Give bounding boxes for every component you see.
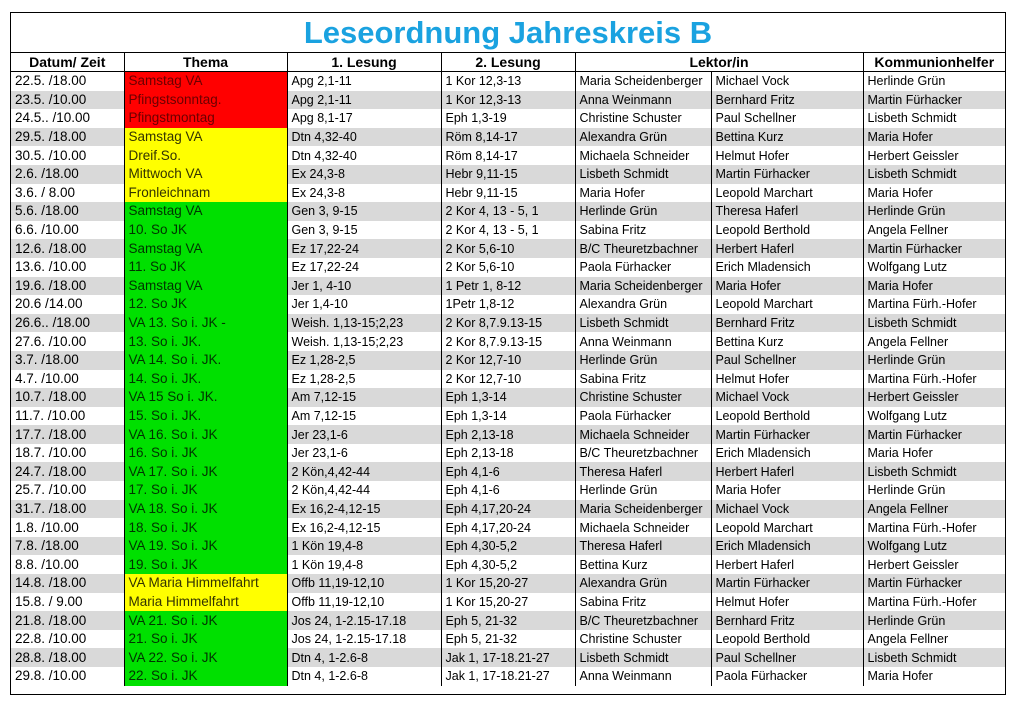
row-lesung-1: Jer 1,4-10	[287, 295, 441, 314]
row-lektor-1: Christine Schuster	[575, 388, 711, 407]
row-lektor-2: Erich Mladensich	[711, 258, 863, 277]
row-lesung-2: 1 Kor 15,20-27	[441, 574, 575, 593]
row-lektor-2: Herbert Haferl	[711, 462, 863, 481]
row-lesung-1: Ex 24,3-8	[287, 165, 441, 184]
row-lektor-1: Anna Weinmann	[575, 667, 711, 686]
row-lesung-2: Hebr 9,11-15	[441, 165, 575, 184]
header-thema: Thema	[124, 53, 287, 72]
row-lesung-1: Ez 17,22-24	[287, 258, 441, 277]
table-row	[11, 370, 1005, 389]
row-lektor-2: Bettina Kurz	[711, 332, 863, 351]
row-lektor-1: Bettina Kurz	[575, 555, 711, 574]
row-lesung-2: 1 Kor 12,3-13	[441, 72, 575, 91]
row-kommunionhelfer: Angela Fellner	[867, 223, 949, 238]
row-lektor-1: Christine Schuster	[575, 109, 711, 128]
row-lesung-2: Eph 4,30-5,2	[441, 537, 575, 556]
row-date: 4.7. /10.00	[11, 370, 124, 389]
row-lesung-1: Ex 16,2-4,12-15	[287, 500, 441, 519]
table-row	[11, 91, 1005, 110]
row-thema: 19. So i. JK	[124, 555, 287, 574]
row-thema: VA 17. So i. JK	[124, 462, 287, 481]
table-row	[11, 146, 1005, 165]
row-thema: Maria Himmelfahrt	[124, 593, 287, 612]
table-row	[11, 574, 1005, 593]
row-kommunionhelfer: Martin Fürhacker	[863, 239, 1005, 258]
row-thema: VA 22. So i. JK	[124, 648, 287, 667]
row-thema: 13. So i. JK.	[124, 332, 287, 351]
row-thema: VA Maria Himmelfahrt	[124, 574, 287, 593]
row-lesung-1: Jer 23,1-6	[287, 444, 441, 463]
row-kommunionhelfer: Lisbeth Schmidt	[863, 314, 1005, 333]
row-lesung-2: 1 Petr 1, 8-12	[441, 277, 575, 296]
table-row	[11, 462, 1005, 481]
row-lektor-1: B/C Theuretzbachner	[575, 444, 711, 463]
row-lesung-1: Apg 2,1-11	[287, 91, 441, 110]
row-thema: VA 14. So i. JK.	[124, 351, 287, 370]
row-lektor-2: Bernhard Fritz	[711, 314, 863, 333]
row-lektor-2: Bernhard Fritz	[711, 91, 863, 110]
row-lektor-2: Paul Schellner	[711, 648, 863, 667]
row-lesung-2: Eph 1,3-14	[441, 407, 575, 426]
row-lektor-2: Paul Schellner	[711, 351, 863, 370]
row-lektor-2: Martin Fürhacker	[711, 425, 863, 444]
row-lesung-2: 1 Kor 12,3-13	[441, 91, 575, 110]
row-kommunionhelfer: Wolfgang Lutz	[863, 537, 1005, 556]
row-lektor-2: Paul Schellner	[711, 109, 863, 128]
row-lesung-2: 2 Kor 4, 13 - 5, 1	[441, 202, 575, 221]
row-date: 8.8. /10.00	[11, 555, 124, 574]
header-datum: Datum/ Zeit	[11, 53, 124, 72]
row-thema: 10. So JK	[124, 221, 287, 240]
row-lektor-1: Lisbeth Schmidt	[575, 314, 711, 333]
row-lesung-1: Jos 24, 1-2.15-17.18	[287, 630, 441, 649]
row-lektor-2: Helmut Hofer	[711, 146, 863, 165]
row-lesung-1: Ez 1,28-2,5	[287, 370, 441, 389]
row-lektor-2: Leopold Berthold	[711, 407, 863, 426]
table-row	[11, 351, 1005, 370]
table-row	[11, 109, 1005, 128]
row-lektor-1: Michaela Schneider	[575, 146, 711, 165]
table-row	[11, 537, 1005, 556]
row-date: 29.8. /10.00	[11, 667, 124, 686]
row-thema: 14. So i. JK.	[124, 370, 287, 389]
row-kommunionhelfer: Herlinde Grün	[867, 74, 946, 89]
row-lesung-2: Eph 1,3-14	[441, 388, 575, 407]
row-lesung-2: Eph 5, 21-32	[441, 630, 575, 649]
page-title: Leseordnung Jahreskreis B	[11, 13, 1005, 53]
row-lesung-1: Am 7,12-15	[287, 388, 441, 407]
row-thema: 15. So i. JK.	[124, 407, 287, 426]
row-lektor-1: Alexandra Grün	[575, 295, 711, 314]
row-thema: 16. So i. JK	[124, 444, 287, 463]
row-thema: Pfingstmontag	[124, 109, 287, 128]
row-thema: Pfingstsonntag.	[124, 91, 287, 110]
row-thema: VA 16. So i. JK	[124, 425, 287, 444]
row-lesung-1: Dtn 4,32-40	[287, 128, 441, 147]
row-date: 18.7. /10.00	[11, 444, 124, 463]
row-lesung-1: Am 7,12-15	[287, 407, 441, 426]
row-lektor-1: Alexandra Grün	[575, 574, 711, 593]
row-lesung-2: 2 Kor 5,6-10	[441, 239, 575, 258]
row-kommunionhelfer: Lisbeth Schmidt	[863, 165, 1005, 184]
row-lektor-1: Sabina Fritz	[575, 370, 711, 389]
row-lesung-2: Röm 8,14-17	[441, 128, 575, 147]
header-kommunionhelfer: Kommunionhelfer	[863, 53, 1005, 72]
row-thema: Samstag VA	[124, 202, 287, 221]
row-lesung-2: Hebr 9,11-15	[441, 184, 575, 203]
row-thema: Fronleichnam	[124, 184, 287, 203]
row-lektor-2: Bernhard Fritz	[711, 611, 863, 630]
header-lesung-2: 2. Lesung	[441, 53, 575, 72]
table-row	[11, 295, 1005, 314]
row-date: 25.7. /10.00	[11, 481, 124, 500]
row-thema: 17. So i. JK	[124, 481, 287, 500]
table-row	[11, 239, 1005, 258]
row-date: 10.7. /18.00	[11, 388, 124, 407]
table-row	[11, 388, 1005, 407]
row-lesung-1: Jer 1, 4-10	[287, 277, 441, 296]
row-lesung-2: 2 Kor 8,7.9.13-15	[441, 314, 575, 333]
row-date: 31.7. /18.00	[11, 500, 124, 519]
row-kommunionhelfer: Martina Fürh.-Hofer	[867, 297, 977, 312]
row-lektor-2: Erich Mladensich	[711, 444, 863, 463]
table-row	[11, 667, 1005, 686]
row-lektor-2: Michael Vock	[711, 72, 863, 91]
row-lesung-1: Apg 8,1-17	[287, 109, 441, 128]
row-kommunionhelfer: Martin Fürhacker	[863, 425, 1005, 444]
row-lektor-2: Bettina Kurz	[711, 128, 863, 147]
row-kommunionhelfer: Angela Fellner	[863, 500, 1005, 519]
row-date: 7.8. /18.00	[11, 537, 124, 556]
row-date: 21.8. /18.00	[11, 611, 124, 630]
row-thema: Samstag VA	[124, 277, 287, 296]
row-lektor-2: Martin Fürhacker	[711, 574, 863, 593]
row-lektor-2: Maria Hofer	[711, 481, 863, 500]
table-row	[11, 611, 1005, 630]
row-thema: VA 18. So i. JK	[124, 500, 287, 519]
header-lesung-1: 1. Lesung	[287, 53, 441, 72]
row-lesung-1: 2 Kön,4,42-44	[287, 481, 441, 500]
row-date: 24.5.. /10.00	[11, 109, 124, 128]
row-lesung-1: Jos 24, 1-2.15-17.18	[287, 611, 441, 630]
table-row	[11, 165, 1005, 184]
row-thema: 11. So JK	[124, 258, 287, 277]
row-lektor-2: Helmut Hofer	[711, 593, 863, 612]
row-lesung-2: Eph 4,17,20-24	[441, 518, 575, 537]
row-lektor-1: Maria Hofer	[575, 184, 711, 203]
row-lektor-1: Maria Scheidenberger	[575, 72, 711, 91]
row-kommunionhelfer: Maria Hofer	[867, 185, 933, 200]
row-lektor-2: Leopold Berthold	[711, 221, 863, 240]
row-thema: Mittwoch VA	[124, 165, 287, 184]
row-lektor-1: Michaela Schneider	[575, 518, 711, 537]
table-row	[11, 555, 1005, 574]
row-lesung-1: Ex 24,3-8	[287, 184, 441, 203]
row-lektor-2: Helmut Hofer	[711, 370, 863, 389]
row-lesung-2: Jak 1, 17-18.21-27	[441, 648, 575, 667]
table-row	[11, 277, 1005, 296]
row-lesung-1: Ex 16,2-4,12-15	[287, 518, 441, 537]
row-thema: Samstag VA	[124, 128, 287, 147]
table-row	[11, 407, 1005, 426]
row-kommunionhelfer: Maria Hofer	[867, 669, 933, 684]
table-row	[11, 500, 1005, 519]
row-kommunionhelfer: Martin Fürhacker	[863, 91, 1005, 110]
row-kommunionhelfer: Maria Hofer	[863, 277, 1005, 296]
table-row	[11, 444, 1005, 463]
row-lesung-2: Eph 2,13-18	[441, 425, 575, 444]
row-date: 17.7. /18.00	[11, 425, 124, 444]
row-lektor-1: Lisbeth Schmidt	[575, 165, 711, 184]
row-lesung-2: Eph 2,13-18	[441, 444, 575, 463]
table-row	[11, 593, 1005, 612]
row-date: 22.8. /10.00	[11, 630, 124, 649]
row-lektor-1: B/C Theuretzbachner	[575, 239, 711, 258]
schedule-table	[11, 53, 1005, 686]
table-row	[11, 630, 1005, 649]
row-date: 12.6. /18.00	[11, 239, 124, 258]
row-lesung-1: Dtn 4, 1-2.6-8	[287, 648, 441, 667]
row-lektor-1: Theresa Haferl	[575, 537, 711, 556]
table-row	[11, 202, 1005, 221]
row-kommunionhelfer: Wolfgang Lutz	[867, 260, 948, 275]
row-lektor-1: Sabina Fritz	[575, 221, 711, 240]
row-lesung-2: 1Petr 1,8-12	[441, 295, 575, 314]
row-date: 19.6. /18.00	[11, 277, 124, 296]
row-lektor-1: B/C Theuretzbachner	[575, 611, 711, 630]
schedule-sheet	[10, 12, 1006, 695]
table-row	[11, 648, 1005, 667]
row-lektor-1: Theresa Haferl	[575, 462, 711, 481]
row-date: 27.6. /10.00	[11, 332, 124, 351]
row-lesung-1: Jer 23,1-6	[287, 425, 441, 444]
row-kommunionhelfer: Lisbeth Schmidt	[867, 111, 957, 126]
row-date: 3.6. / 8.00	[11, 184, 124, 203]
row-date: 29.5. /18.00	[11, 128, 124, 147]
row-lektor-1: Christine Schuster	[575, 630, 711, 649]
row-kommunionhelfer: Herbert Geissler	[867, 148, 959, 163]
row-lektor-1: Paola Fürhacker	[575, 407, 711, 426]
table-row	[11, 314, 1005, 333]
row-date: 6.6. /10.00	[11, 221, 124, 240]
row-lesung-2: Eph 5, 21-32	[441, 611, 575, 630]
row-lesung-2: Eph 4,1-6	[441, 462, 575, 481]
row-lektor-2: Leopold Marchart	[711, 184, 863, 203]
row-kommunionhelfer: Herlinde Grün	[863, 351, 1005, 370]
row-lektor-1: Anna Weinmann	[575, 332, 711, 351]
table-row	[11, 258, 1005, 277]
table-row	[11, 481, 1005, 500]
row-lesung-2: 2 Kor 12,7-10	[441, 370, 575, 389]
row-thema: VA 21. So i. JK	[124, 611, 287, 630]
table-row	[11, 72, 1005, 91]
row-lesung-1: Gen 3, 9-15	[287, 202, 441, 221]
row-date: 3.7. /18.00	[11, 351, 124, 370]
row-lesung-2: Eph 1,3-19	[441, 109, 575, 128]
row-kommunionhelfer: Lisbeth Schmidt	[863, 462, 1005, 481]
row-lesung-1: Dtn 4,32-40	[287, 146, 441, 165]
row-lesung-1: Weish. 1,13-15;2,23	[287, 314, 441, 333]
row-thema: Samstag VA	[124, 72, 287, 91]
row-lektor-1: Herlinde Grün	[575, 481, 711, 500]
row-lesung-2: 1 Kor 15,20-27	[441, 593, 575, 612]
row-lektor-1: Alexandra Grün	[575, 128, 711, 147]
row-kommunionhelfer: Maria Hofer	[867, 446, 933, 461]
row-lesung-1: Offb 11,19-12,10	[287, 593, 441, 612]
row-lektor-1: Anna Weinmann	[575, 91, 711, 110]
row-date: 26.6.. /18.00	[11, 314, 124, 333]
row-thema: 18. So i. JK	[124, 518, 287, 537]
row-lesung-1: Offb 11,19-12,10	[287, 574, 441, 593]
row-lesung-2: Jak 1, 17-18.21-27	[441, 667, 575, 686]
row-date: 20.6 /14.00	[11, 295, 124, 314]
row-date: 11.7. /10.00	[11, 407, 124, 426]
row-kommunionhelfer: Lisbeth Schmidt	[863, 648, 1005, 667]
row-lesung-2: Eph 4,1-6	[441, 481, 575, 500]
row-kommunionhelfer: Herlinde Grün	[863, 202, 1005, 221]
row-thema: VA 19. So i. JK	[124, 537, 287, 556]
row-date: 13.6. /10.00	[11, 258, 124, 277]
row-lesung-1: Weish. 1,13-15;2,23	[287, 332, 441, 351]
table-row	[11, 221, 1005, 240]
row-lesung-2: Röm 8,14-17	[441, 146, 575, 165]
row-lesung-2: 2 Kor 8,7.9.13-15	[441, 332, 575, 351]
row-lektor-1: Sabina Fritz	[575, 593, 711, 612]
table-row	[11, 184, 1005, 203]
row-lesung-1: Dtn 4, 1-2.6-8	[287, 667, 441, 686]
row-lektor-1: Paola Fürhacker	[575, 258, 711, 277]
header-row	[11, 53, 1005, 72]
row-lesung-2: 2 Kor 12,7-10	[441, 351, 575, 370]
table-row	[11, 518, 1005, 537]
table-row	[11, 425, 1005, 444]
row-kommunionhelfer: Maria Hofer	[863, 128, 1005, 147]
row-kommunionhelfer: Martina Fürh.-Hofer	[867, 371, 977, 386]
row-kommunionhelfer: Angela Fellner	[867, 632, 949, 647]
row-kommunionhelfer: Herlinde Grün	[867, 483, 946, 498]
row-lesung-1: Ez 1,28-2,5	[287, 351, 441, 370]
row-kommunionhelfer: Herbert Geissler	[863, 388, 1005, 407]
row-thema: 21. So i. JK	[124, 630, 287, 649]
row-lektor-2: Herbert Haferl	[711, 555, 863, 574]
row-thema: 12. So JK	[124, 295, 287, 314]
row-lesung-1: Ez 17,22-24	[287, 239, 441, 258]
table-row	[11, 332, 1005, 351]
row-lesung-1: 2 Kön,4,42-44	[287, 462, 441, 481]
row-lesung-2: 2 Kor 5,6-10	[441, 258, 575, 277]
row-date: 1.8. /10.00	[11, 518, 124, 537]
row-date: 23.5. /10.00	[11, 91, 124, 110]
row-kommunionhelfer: Martina Fürh.-Hofer	[867, 594, 977, 609]
row-kommunionhelfer: Martin Fürhacker	[863, 574, 1005, 593]
row-lesung-1: 1 Kön 19,4-8	[287, 537, 441, 556]
row-thema: VA 13. So i. JK -	[124, 314, 287, 333]
row-lektor-2: Michael Vock	[711, 500, 863, 519]
row-lesung-1: Gen 3, 9-15	[287, 221, 441, 240]
row-kommunionhelfer: Angela Fellner	[867, 334, 949, 349]
row-lesung-1: Apg 2,1-11	[287, 72, 441, 91]
row-lektor-2: Theresa Haferl	[711, 202, 863, 221]
row-thema: Samstag VA	[124, 239, 287, 258]
row-lektor-1: Lisbeth Schmidt	[575, 648, 711, 667]
row-date: 28.8. /18.00	[11, 648, 124, 667]
row-lektor-1: Maria Scheidenberger	[575, 500, 711, 519]
row-lesung-1: 1 Kön 19,4-8	[287, 555, 441, 574]
row-lektor-2: Michael Vock	[711, 388, 863, 407]
row-kommunionhelfer: Herlinde Grün	[863, 611, 1005, 630]
row-lektor-2: Maria Hofer	[711, 277, 863, 296]
row-date: 5.6. /18.00	[11, 202, 124, 221]
row-lektor-2: Martin Fürhacker	[711, 165, 863, 184]
row-lektor-1: Herlinde Grün	[575, 351, 711, 370]
row-date: 22.5. /18.00	[11, 72, 124, 91]
row-lektor-2: Erich Mladensich	[711, 537, 863, 556]
row-lektor-2: Leopold Berthold	[711, 630, 863, 649]
row-kommunionhelfer: Herbert Geissler	[867, 557, 959, 572]
row-lesung-2: Eph 4,30-5,2	[441, 555, 575, 574]
row-thema: Dreif.So.	[124, 146, 287, 165]
row-date: 14.8. /18.00	[11, 574, 124, 593]
header-lektor: Lektor/in	[575, 53, 863, 72]
row-lesung-2: Eph 4,17,20-24	[441, 500, 575, 519]
row-lektor-2: Paola Fürhacker	[711, 667, 863, 686]
row-date: 24.7. /18.00	[11, 462, 124, 481]
row-lektor-2: Leopold Marchart	[711, 295, 863, 314]
row-kommunionhelfer: Wolfgang Lutz	[867, 408, 948, 423]
row-date: 2.6. /18.00	[11, 165, 124, 184]
row-date: 30.5. /10.00	[11, 146, 124, 165]
row-lesung-2: 2 Kor 4, 13 - 5, 1	[441, 221, 575, 240]
row-lektor-2: Leopold Marchart	[711, 518, 863, 537]
row-lektor-1: Maria Scheidenberger	[575, 277, 711, 296]
table-row	[11, 128, 1005, 147]
row-lektor-1: Michaela Schneider	[575, 425, 711, 444]
row-date: 15.8. / 9.00	[11, 593, 124, 612]
row-kommunionhelfer: Martina Fürh.-Hofer	[867, 520, 977, 535]
row-lektor-2: Herbert Haferl	[711, 239, 863, 258]
row-lektor-1: Herlinde Grün	[575, 202, 711, 221]
row-thema: VA 15 So i. JK.	[124, 388, 287, 407]
row-thema: 22. So i. JK	[124, 667, 287, 686]
